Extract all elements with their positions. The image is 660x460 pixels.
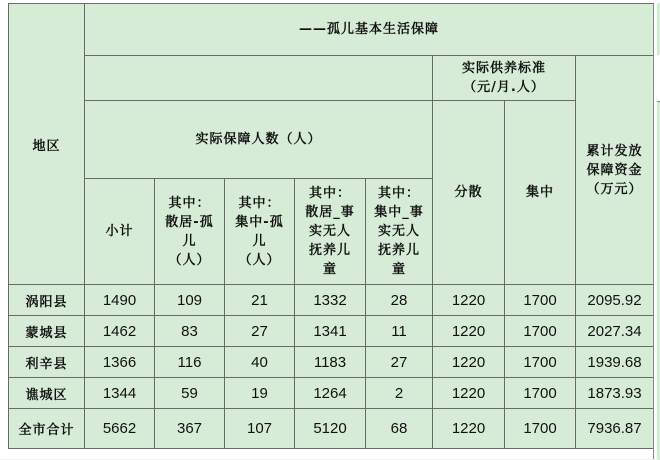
value-cell[interactable]: 1462 [85,316,155,347]
header-line: 集中-孤 [235,214,284,230]
value-cell[interactable]: 59 [155,378,225,409]
header-line: 童 [322,262,337,277]
header-subtotal[interactable]: 小计 [85,179,155,285]
header-line: 其中： [238,195,281,211]
header-standard-line-2: （元/月.人） [463,80,545,95]
value-cell[interactable]: 1873.93 [576,378,654,409]
value-cell[interactable]: 68 [366,409,433,449]
value-cell[interactable]: 1700 [505,378,576,409]
value-cell[interactable]: 21 [225,285,295,316]
value-cell[interactable]: 2027.34 [576,316,654,347]
value-cell[interactable]: 1220 [433,409,505,449]
header-title[interactable]: ——孤儿基本生活保障 [85,4,654,56]
value-cell[interactable]: 367 [155,409,225,449]
adjacent-column-edge [653,3,660,459]
header-line: 其中： [377,186,420,201]
table-row [9,285,654,316]
header-line: 其中： [168,195,211,211]
value-cell[interactable]: 40 [225,347,295,378]
value-cell[interactable]: 1700 [505,347,576,378]
value-cell[interactable]: 1264 [295,378,366,409]
table-row [9,409,654,449]
value-cell[interactable]: 1220 [433,285,505,316]
region-cell[interactable]: 涡阳县 [9,285,85,316]
value-cell[interactable]: 5120 [295,409,366,449]
region-cell[interactable]: 利辛县 [9,347,85,378]
value-cell[interactable]: 1220 [433,316,505,347]
header-line: 抚养儿 [377,243,420,258]
header-scattered-unsupported[interactable] [295,179,366,285]
value-cell[interactable]: 116 [155,347,225,378]
value-cell[interactable]: 1220 [433,347,505,378]
value-cell[interactable]: 1939.68 [576,347,654,378]
value-cell[interactable]: 107 [225,409,295,449]
orphan-security-table [8,3,654,449]
value-cell[interactable]: 1700 [505,285,576,316]
value-cell[interactable]: 1366 [85,347,155,378]
header-line: 散居-孤 [165,214,214,230]
value-cell[interactable]: 1700 [505,409,576,449]
header-line: 散居_事 [305,205,355,220]
header-line: 儿 [182,233,197,249]
header-region[interactable]: 地区 [9,4,85,285]
value-cell[interactable]: 11 [366,316,433,347]
value-cell[interactable]: 5662 [85,409,155,449]
header-blank[interactable] [85,56,433,101]
region-cell[interactable]: 谯城区 [9,378,85,409]
header-fund-line-2: 保障资金 [586,162,643,178]
header-line: （人） [168,252,211,268]
table-body [9,285,654,449]
value-cell[interactable]: 83 [155,316,225,347]
value-cell[interactable]: 1700 [505,316,576,347]
value-cell[interactable]: 2 [366,378,433,409]
value-cell[interactable]: 109 [155,285,225,316]
header-fund[interactable] [576,56,654,285]
value-cell[interactable]: 1183 [295,347,366,378]
header-fund-line-3: （万元） [586,181,643,197]
header-people[interactable]: 实际保障人数（人） [85,101,433,179]
header-standard-line-1: 实际供养标准 [461,61,546,76]
value-cell[interactable]: 1332 [295,285,366,316]
header-line: （人） [238,252,281,268]
value-cell[interactable]: 1220 [433,378,505,409]
value-cell[interactable]: 28 [366,285,433,316]
header-line: 集中_事 [374,205,424,220]
header-standard-centralized[interactable]: 集中 [505,101,576,285]
value-cell[interactable]: 1341 [295,316,366,347]
region-cell[interactable]: 蒙城县 [9,316,85,347]
header-line: 其中： [308,186,351,201]
table-row [9,316,654,347]
value-cell[interactable]: 2095.92 [576,285,654,316]
value-cell[interactable]: 7936.87 [576,409,654,449]
header-line: 实无人 [377,224,420,239]
header-fund-line-1: 累计发放 [586,143,643,159]
header-scattered-orphan[interactable] [155,179,225,285]
value-cell[interactable]: 27 [366,347,433,378]
table-row [9,347,654,378]
table-row [9,378,654,409]
header-line: 童 [391,262,406,277]
header-centralized-orphan[interactable] [225,179,295,285]
header-line: 儿 [252,233,267,249]
value-cell[interactable]: 1490 [85,285,155,316]
value-cell[interactable]: 1344 [85,378,155,409]
value-cell[interactable]: 27 [225,316,295,347]
header-centralized-unsupported[interactable] [366,179,433,285]
header-standard[interactable] [433,56,576,101]
region-cell[interactable]: 全市合计 [9,409,85,449]
header-standard-scattered[interactable]: 分散 [433,101,505,285]
header-line: 抚养儿 [308,243,351,258]
header-line: 实无人 [308,224,351,239]
value-cell[interactable]: 19 [225,378,295,409]
